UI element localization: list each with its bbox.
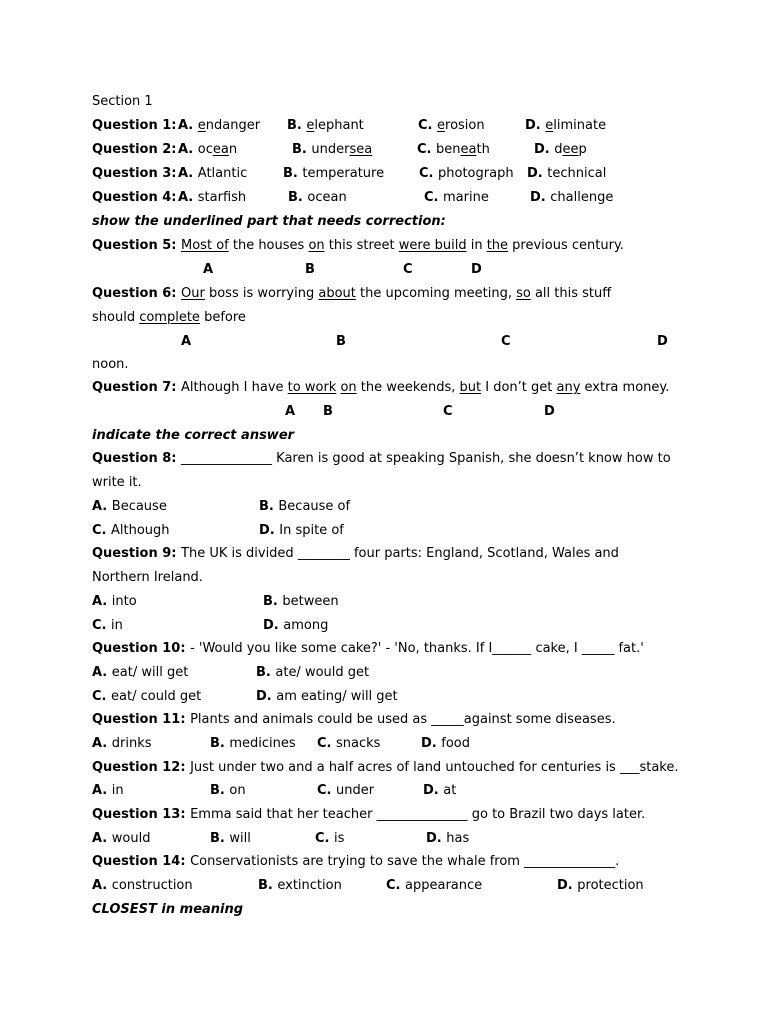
option-b: B. extinction <box>258 878 342 893</box>
option-a: A. endanger <box>178 118 261 133</box>
question-9-options-ab <box>92 594 692 610</box>
option-b: B. temperature <box>283 166 385 181</box>
letter-c: C <box>443 404 453 419</box>
question-10-options-cd <box>92 689 692 705</box>
question-6-end: noon. <box>92 357 129 372</box>
question-6: Question 6: Our boss is worrying about the upcoming meeting, so all this stuff <box>92 286 612 301</box>
underlined-part-c: so <box>516 286 531 301</box>
option-d: D. In spite of <box>259 523 344 538</box>
instruction-correction: show the underlined part that needs correction: <box>92 214 446 229</box>
question-10-options-ab <box>92 665 692 681</box>
option-c: C. is <box>315 831 345 846</box>
letter-a: A <box>285 404 296 419</box>
question-10: Question 10: - 'Would you like some cake?' - 'No, thanks. If I______ cake, I _____ fat.' <box>92 641 644 656</box>
question-label: Question 4: <box>92 190 177 205</box>
option-c: C. erosion <box>418 118 485 133</box>
question-label: Question 12: <box>92 760 191 775</box>
letter-b: B <box>323 404 333 419</box>
question-6-cont: should complete before <box>92 310 246 325</box>
letter-a: A <box>181 334 192 349</box>
option-d: D. has <box>426 831 470 846</box>
question-label: Question 1: <box>92 118 177 133</box>
option-c: C. under <box>317 783 375 798</box>
question-label: Question 3: <box>92 166 177 181</box>
question-8-options-ab <box>92 499 692 515</box>
underlined-part-d: any <box>556 380 581 395</box>
option-b: B. Because of <box>259 499 351 514</box>
question-label: Question 6: <box>92 286 182 301</box>
option-d: D. at <box>423 783 457 798</box>
question-13-options <box>92 831 692 847</box>
option-d: D. challenge <box>530 190 614 205</box>
question-11-options <box>92 736 692 752</box>
question-12: Question 12: Just under two and a half acres of land untouched for centuries is ___stake. <box>92 760 679 775</box>
option-d: D. among <box>263 618 329 633</box>
section-title: Section 1 <box>92 94 153 109</box>
option-c: C. eat/ could get <box>92 689 202 704</box>
option-a: A. Atlantic <box>178 166 248 181</box>
letter-a: A <box>203 262 214 277</box>
option-a: A. Because <box>92 499 167 514</box>
instruction-closest: CLOSEST in meaning <box>92 902 244 917</box>
question-8: Question 8: ______________ Karen is good at speaking Spanish, she doesn’t know how to <box>92 451 671 466</box>
option-b: B. undersea <box>292 142 373 157</box>
question-6-letters <box>0 334 768 350</box>
option-a: A. construction <box>92 878 193 893</box>
option-c: C. snacks <box>317 736 381 751</box>
question-13: Question 13: Emma said that her teacher ______________ go to Brazil two days later. <box>92 807 646 822</box>
question-9-cont: Northern Ireland. <box>92 570 203 585</box>
option-b: B. medicines <box>210 736 296 751</box>
option-d: D. protection <box>557 878 644 893</box>
question-14-options <box>92 878 692 894</box>
letter-b: B <box>336 334 346 349</box>
option-b: B. ate/ would get <box>256 665 370 680</box>
underlined-part-a: Our <box>181 286 205 301</box>
question-8-cont: write it. <box>92 475 142 490</box>
letter-d: D <box>657 334 668 349</box>
question-label: Question 9: <box>92 546 182 561</box>
option-a: A. starfish <box>178 190 247 205</box>
underlined-part-c: but <box>459 380 482 395</box>
option-c: C. in <box>92 618 123 633</box>
underlined-part-a: Most of <box>181 238 229 253</box>
underlined-part-b: on <box>308 238 325 253</box>
letter-c: C <box>403 262 413 277</box>
option-b: B. ocean <box>288 190 347 205</box>
question-label: Question 2: <box>92 142 177 157</box>
option-b: B. will <box>210 831 251 846</box>
underlined-part-b: on <box>340 380 357 395</box>
option-a: A. into <box>92 594 137 609</box>
option-d: D. technical <box>527 166 607 181</box>
letter-b: B <box>305 262 315 277</box>
question-2 <box>92 142 712 158</box>
question-label: Question 14: <box>92 854 191 869</box>
question-1 <box>92 118 712 134</box>
option-c: C. marine <box>424 190 489 205</box>
underlined-part-a: to work <box>287 380 337 395</box>
question-9: Question 9: The UK is divided ________ four parts: England, Scotland, Wales and <box>92 546 619 561</box>
question-label: Question 5: <box>92 238 182 253</box>
option-d: D. deep <box>534 142 587 157</box>
question-7-letters <box>0 404 768 420</box>
letter-d: D <box>471 262 482 277</box>
letter-c: C <box>501 334 511 349</box>
option-d: D. am eating/ will get <box>256 689 398 704</box>
underlined-part-d: complete <box>139 310 200 325</box>
underlined-part-d: the <box>486 238 509 253</box>
question-label: Question 11: <box>92 712 191 727</box>
option-c: C. photograph <box>419 166 514 181</box>
question-label: Question 10: <box>92 641 191 656</box>
question-14: Question 14: Conservationists are trying to save the whale from ______________. <box>92 854 620 869</box>
option-a: A. in <box>92 783 124 798</box>
option-d: D. food <box>421 736 471 751</box>
question-5: Question 5: Most of the houses on this street were build in the previous century. <box>92 238 624 253</box>
option-a: A. drinks <box>92 736 152 751</box>
underlined-part-b: about <box>318 286 356 301</box>
question-4 <box>92 190 712 206</box>
question-5-letters <box>0 262 768 278</box>
question-8-options-cd <box>92 523 692 539</box>
letter-d: D <box>544 404 555 419</box>
option-b: B. elephant <box>287 118 364 133</box>
option-a: A. would <box>92 831 151 846</box>
option-c: C. appearance <box>386 878 483 893</box>
question-11: Question 11: Plants and animals could be used as _____against some diseases. <box>92 712 616 727</box>
question-7: Question 7: Although I have to work on the weekends, but I don’t get any extra money. <box>92 380 670 395</box>
instruction-answer: indicate the correct answer <box>92 428 295 443</box>
option-a: A. eat/ will get <box>92 665 189 680</box>
option-b: B. on <box>210 783 246 798</box>
question-12-options <box>92 783 692 799</box>
option-d: D. eliminate <box>525 118 607 133</box>
option-a: A. ocean <box>178 142 238 157</box>
underlined-part-c: were build <box>398 238 467 253</box>
question-9-options-cd <box>92 618 692 634</box>
question-label: Question 13: <box>92 807 191 822</box>
question-label: Question 8: <box>92 451 182 466</box>
option-c: C. Although <box>92 523 170 538</box>
option-b: B. between <box>263 594 339 609</box>
question-3 <box>92 166 712 182</box>
option-c: C. beneath <box>417 142 490 157</box>
question-label: Question 7: <box>92 380 182 395</box>
